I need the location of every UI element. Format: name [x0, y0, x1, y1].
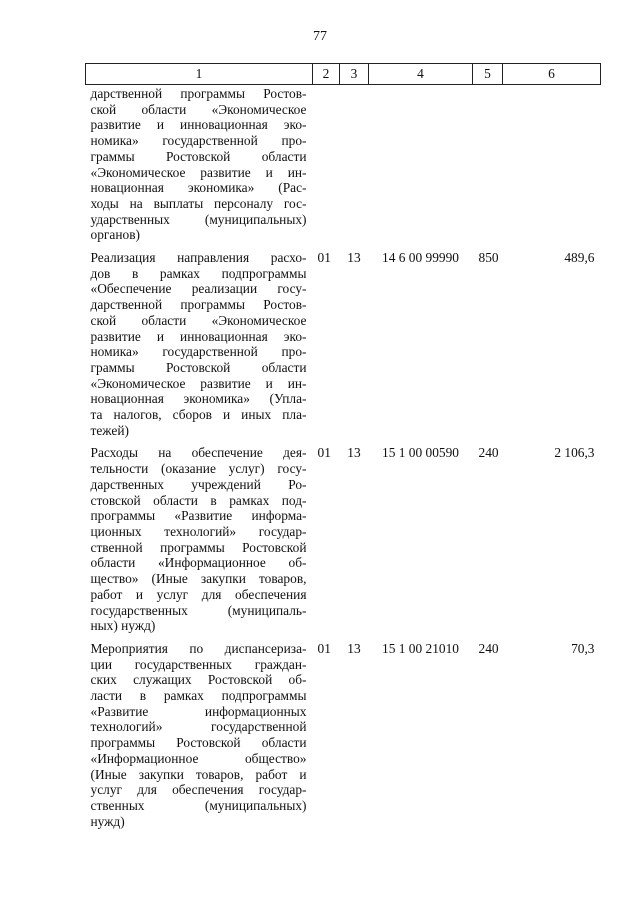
- description-line: Расходы на обеспечение дея-: [90, 445, 307, 461]
- column-header-2: 2: [313, 64, 340, 85]
- target-article-code: 15 1 00 00590: [382, 445, 459, 461]
- target-article-code: [369, 85, 473, 244]
- description-line: программы Ростовской области: [90, 735, 307, 751]
- amount: 70,3: [571, 640, 595, 656]
- row-description: [86, 634, 313, 829]
- description-line: «Обеспечение реализации госу-: [90, 281, 307, 297]
- amount: 489,6: [564, 250, 595, 266]
- description-line: «Экономическое развитие и ин-: [90, 164, 307, 180]
- description-line: щество» (Иные закупки товаров,: [90, 571, 307, 587]
- column-header-1: 1: [86, 64, 313, 85]
- description-line: развитие и инновационная эко-: [90, 117, 307, 133]
- description-line: развитие и инновационная эко-: [90, 328, 307, 344]
- description-line: граммы Ростовской области: [90, 359, 307, 375]
- description-line: ских служащих Ростовской об-: [90, 672, 307, 688]
- description-line: стовской области в рамках под-: [90, 492, 307, 508]
- description-line: номика» государственной про-: [90, 344, 307, 360]
- table-row: [86, 243, 601, 438]
- description-line: новационная экономика» (Упла-: [90, 391, 307, 407]
- description-line: «Информационное общество»: [90, 750, 307, 766]
- description-line: технологий» государственной: [90, 719, 307, 735]
- row-description: [86, 85, 313, 244]
- description-line: дарственных учреждений Ро-: [90, 476, 307, 492]
- description-line: ходы на выплаты персоналу гос-: [90, 195, 307, 211]
- description-line: государственных (муниципаль-: [90, 602, 307, 618]
- description-line: новационная экономика» (Рас-: [90, 180, 307, 196]
- target-article-code: 15 1 00 21010: [382, 640, 459, 656]
- description-line: ственной программы Ростовской: [90, 539, 307, 555]
- budget-table: [85, 63, 601, 829]
- expense-type-code: 240: [478, 445, 499, 461]
- description-line: ных) нужд): [90, 618, 156, 634]
- description-line: ласти в рамках подпрограммы: [90, 688, 307, 704]
- description-line: номика» государственной про-: [90, 133, 307, 149]
- column-header-5: 5: [473, 64, 503, 85]
- table-header-row: [86, 64, 601, 85]
- target-article-code: 14 6 00 99990: [382, 250, 459, 266]
- description-line: граммы Ростовской области: [90, 148, 307, 164]
- description-line: ской области «Экономическое: [90, 312, 307, 328]
- row-description: [86, 243, 313, 438]
- description-line: нужд): [90, 813, 125, 829]
- row-description: [86, 438, 313, 633]
- description-line: услуг для обеспечения государ-: [90, 782, 307, 798]
- section-code: [313, 85, 340, 244]
- description-line: ственных (муниципальных): [90, 797, 307, 813]
- subsection-code: 13: [347, 445, 361, 461]
- description-line: Реализация направления расхо-: [90, 250, 307, 266]
- description-line: тельности (оказание услуг) госу-: [90, 461, 307, 477]
- column-header-3: 3: [340, 64, 369, 85]
- description-line: (Иные закупки товаров, работ и: [90, 766, 307, 782]
- description-line: Мероприятия по диспансериза-: [90, 640, 307, 656]
- description-line: программы «Развитие информа-: [90, 508, 307, 524]
- subsection-code: 13: [347, 250, 361, 266]
- description-line: ударственных (муниципальных): [90, 211, 307, 227]
- description-line: области «Информационное об-: [90, 555, 307, 571]
- expense-type-code: [473, 85, 503, 244]
- column-header-6: 6: [503, 64, 601, 85]
- description-line: дарственной программы Ростов-: [90, 297, 307, 313]
- section-code: 01: [317, 250, 331, 266]
- description-line: органов): [90, 227, 140, 243]
- description-line: работ и услуг для обеспечения: [90, 586, 307, 602]
- description-line: ции государственных граждан-: [90, 656, 307, 672]
- table-row: [86, 634, 601, 829]
- page-number: 77: [313, 29, 327, 44]
- section-code: 01: [317, 445, 331, 461]
- table-row: [86, 85, 601, 244]
- amount: 2 106,3: [554, 445, 595, 461]
- section-code: 01: [317, 640, 331, 656]
- table-row: [86, 438, 601, 633]
- column-header-4: 4: [369, 64, 473, 85]
- subsection-code: [340, 85, 369, 244]
- description-line: дов в рамках подпрограммы: [90, 265, 307, 281]
- amount: [503, 85, 601, 244]
- description-line: тежей): [90, 422, 129, 438]
- description-line: «Экономическое развитие и ин-: [90, 375, 307, 391]
- description-line: ционных технологий» государ-: [90, 523, 307, 539]
- description-line: та налогов, сборов и иных пла-: [90, 407, 307, 423]
- description-line: дарственной программы Ростов-: [90, 86, 307, 101]
- description-line: «Развитие информационных: [90, 703, 307, 719]
- description-line: ской области «Экономическое: [90, 101, 307, 117]
- expense-type-code: 240: [478, 640, 499, 656]
- expense-type-code: 850: [478, 250, 499, 266]
- subsection-code: 13: [347, 640, 361, 656]
